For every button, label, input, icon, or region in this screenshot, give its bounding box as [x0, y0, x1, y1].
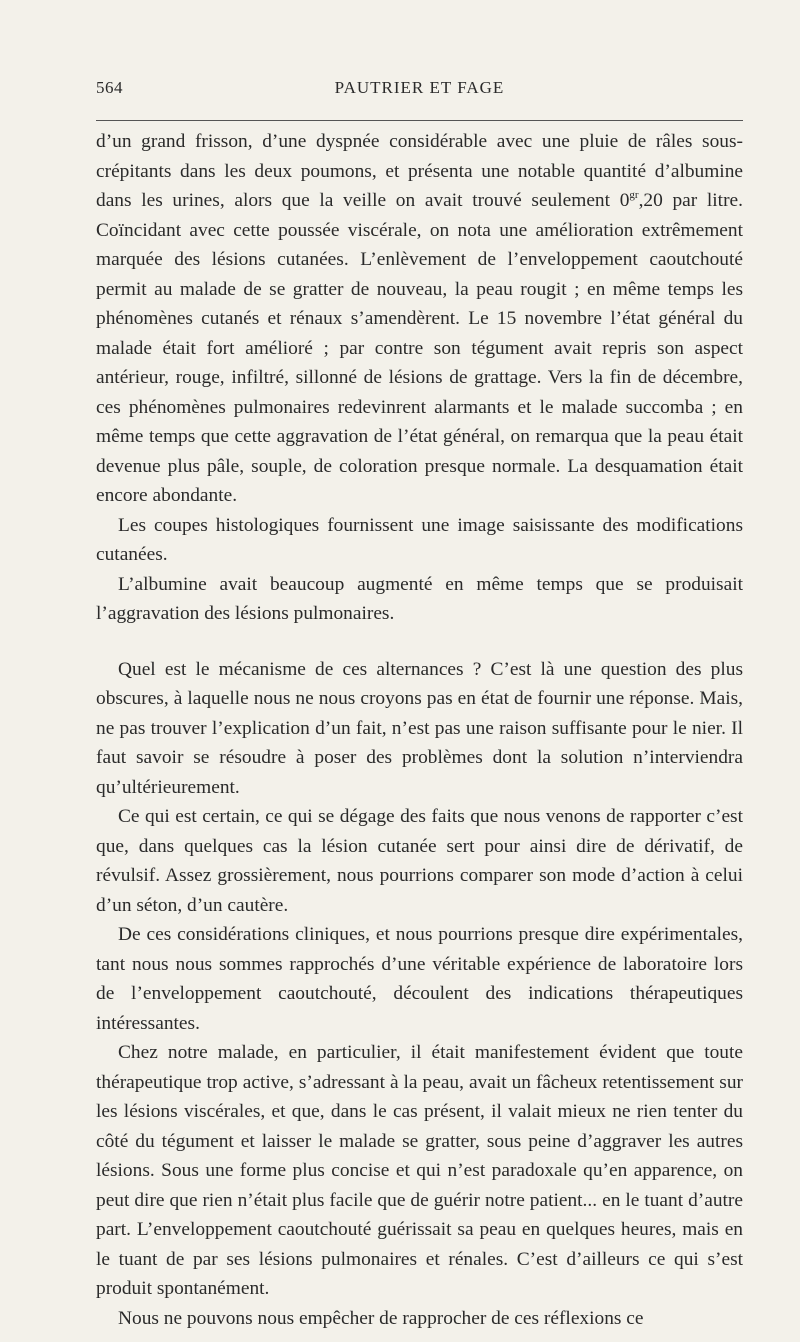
paragraph-3: L’albumine avait beaucoup augmenté en même temps que se produisait l’aggravation des lésions pulmonaires. — [96, 573, 743, 624]
header-rule — [96, 120, 743, 121]
running-header — [96, 78, 743, 102]
page — [96, 78, 743, 1333]
paragraph-8: Nous ne pouvons nous empêcher de rapprocher de ces réflexions ce — [118, 1307, 644, 1329]
paragraph-6: De ces considérations cliniques, et nous pourrions presque dire expérimentales, tant nous nous sommes rapprochés d’une véritable expérience de laboratoire lors de l’enveloppement caoutchouté, découlent des indications thérapeutiques intéressantes. — [96, 924, 743, 1034]
body-text — [96, 127, 743, 1333]
paragraph-1-part-b: ,20 par litre. Coïncidant avec cette poussée viscérale, on nota une amélioration extrêmement marquée des lésions cutanées. L’enlèvement de l’enveloppement caoutchouté permit au malade de se gratter de nouveau, la peau rougit ; en même temps les phénomènes cutanés et rénaux s’amendèrent. Le 15 novembre l’état général du malade était fort amélioré ; par contre son tégument avait repris son aspect antérieur, rouge, infiltré, sillonné de lésions de grattage. Vers la fin de décembre, ces phénomènes pulmonaires redevinrent alarmants et le malade succomba ; en même temps que cette aggravation de l’état général, on remarqua que la peau était devenue plus pâle, souple, de coloration presque normale. La desquamation était encore abondante. — [96, 190, 743, 506]
running-title: PAUTRIER ET FAGE — [334, 78, 505, 97]
paragraph-7: Chez notre malade, en particulier, il était manifestement évident que toute thérapeutique trop active, s’adressant à la peau, avait un fâcheux retentissement sur les lésions viscérales, et que, dans le cas présent, il valait mieux ne rien tenter du côté du tégument et laisser le malade se gratter, sous peine d’aggraver les autres lésions. Sous une forme plus concise et qui n’est paradoxale qu’en apparence, on peut dire que rien n’était plus facile que de guérir notre patient... en le tuant d’autre part. L’enveloppement caoutchouté guérissait sa peau en quelques heures, mais en le tuant de par ses lésions pulmonaires et rénales. C’est d’ailleurs ce qui s’est produit spontanément. — [96, 1042, 743, 1299]
paragraph-1 — [96, 127, 743, 511]
paragraph-2: Les coupes histologiques fournissent une image saisissante des modifications cutanées. — [96, 514, 743, 565]
gram-abbreviation: gr — [629, 189, 639, 201]
page-number: 564 — [96, 78, 123, 97]
paragraph-1-part-a: d’un grand frisson, d’une dyspnée considérable avec une pluie de râles sous-crépitants dans les deux poumons, et présenta une notable quantité d’albumine dans les urines, alors que la veille on avait trouvé seulement 0 — [96, 131, 743, 211]
paragraph-4: Quel est le mécanisme de ces alternances ? C’est là une question des plus obscures, à laquelle nous ne nous croyons pas en état de fournir une réponse. Mais, ne pas trouver l’explication d’un fait, n’est pas une raison suffisante pour le nier. Il faut savoir se résoudre à poser des problèmes dont la solution n’interviendra qu’ultérieurement. — [96, 658, 743, 798]
paragraph-5: Ce qui est certain, ce qui se dégage des faits que nous venons de rapporter c’est que, dans quelques cas la lésion cutanée sert pour ainsi dire de dérivatif, de révulsif. Assez grossièrement, nous pourrions comparer son mode d’action à celui d’un séton, d’un cautère. — [96, 806, 743, 916]
